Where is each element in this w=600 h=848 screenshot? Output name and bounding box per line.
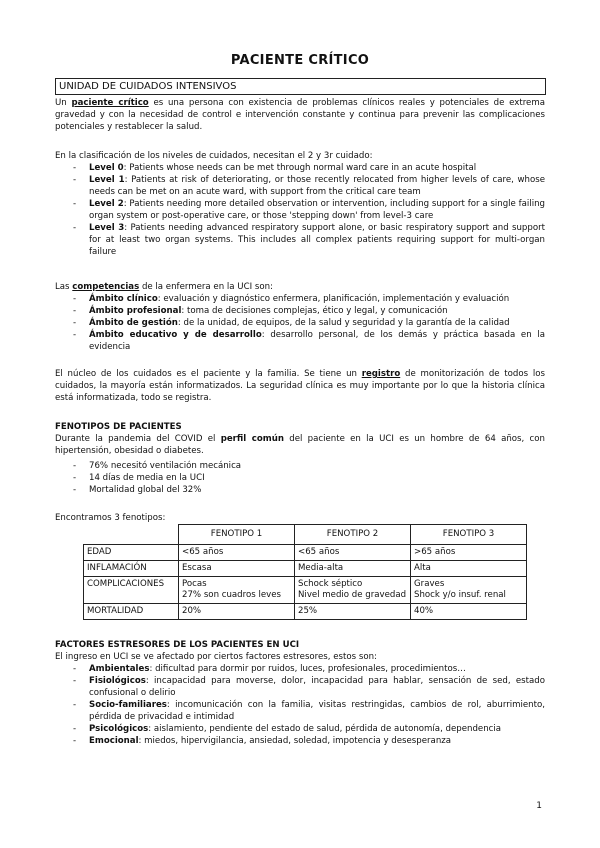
table-cell: Alta xyxy=(411,561,527,577)
table-cell: Escasa xyxy=(179,561,295,577)
level-label: Level 3 xyxy=(89,223,125,233)
table-cell: 20% xyxy=(179,604,295,620)
estresor-item xyxy=(55,723,545,735)
table-row xyxy=(84,561,527,577)
table-cell: COMPLICACIONES xyxy=(84,577,179,604)
level-label: Level 0 xyxy=(89,163,124,173)
fenotipos-item: - 76% necesitó ventilación mecánica xyxy=(55,460,545,472)
fenotipos-list xyxy=(55,460,545,496)
level-item xyxy=(55,174,545,198)
table-header-row xyxy=(84,525,527,545)
table-cell: INFLAMACIÓN xyxy=(84,561,179,577)
page-number: 1 xyxy=(536,801,542,811)
competencia-text: : desarrollo personal, de los demás y práctica basada en la evidencia xyxy=(89,330,545,352)
intro-pre: Un xyxy=(55,98,72,108)
competencia-item xyxy=(55,305,545,317)
competencia-label: Ámbito clínico xyxy=(89,294,158,304)
table-cell: EDAD xyxy=(84,545,179,561)
competencias-pre: Las xyxy=(55,282,73,292)
estresores-list xyxy=(55,663,545,747)
estresor-label: Ambientales xyxy=(89,664,150,674)
level-text: : Patients needing more detailed observation or intervention, including support for a single failing organ system or post-operative care, or those 'stepping down' from level-3 care xyxy=(89,199,545,221)
section-box-uci: UNIDAD DE CUIDADOS INTENSIVOS xyxy=(55,78,546,95)
estresor-item xyxy=(55,675,545,699)
table-header-cell xyxy=(84,525,179,545)
estresor-text: : incapacidad para moverse, dolor, incapacidad para hablar, sensación de sed, estado confusional o delirio xyxy=(89,676,545,698)
levels-lead: En la clasificación de los niveles de cuidados, necesitan el 2 y 3r cuidado: xyxy=(55,151,373,161)
estresores-heading: FACTORES ESTRESORES DE LOS PACIENTES EN UCI xyxy=(55,640,300,650)
intro-post: es una persona con existencia de problemas clínicos reales y potenciales de extrema gravedad y con la necesidad de control e intervención constante y continua para prevenir las complicaciones potenciales y restablecer la salud. xyxy=(55,98,545,132)
level-item xyxy=(55,198,545,222)
table-cell: Media-alta xyxy=(295,561,411,577)
fenotipos-item: - 14 días de media en la UCI xyxy=(55,472,545,484)
competencia-text: : toma de decisiones complejas, ético y legal, y comunicación xyxy=(181,306,448,316)
fenotipos-heading: FENOTIPOS DE PACIENTES xyxy=(55,422,182,432)
table-cell: 40% xyxy=(411,604,527,620)
table-cell: Schock séptico Nivel medio de gravedad xyxy=(295,577,411,604)
table-cell: Graves Shock y/o insuf. renal xyxy=(411,577,527,604)
table-row xyxy=(84,604,527,620)
levels-list xyxy=(55,162,545,258)
estresor-label: Socio-familiares xyxy=(89,700,167,710)
table-header-cell: FENOTIPO 2 xyxy=(295,525,411,545)
level-text: : Patients at risk of deteriorating, or those recently relocated from higher levels of care, whose needs can be met on an acute ward, with support from the critical care team xyxy=(89,175,545,197)
fenotipos-item: - Mortalidad global del 32% xyxy=(55,484,545,496)
table-cell: <65 años xyxy=(295,545,411,561)
registro-post: de monitorización de todos los cuidados, la mayoría están informatizados. La seguridad clínica es muy importante por lo que la historia clínica está informatizada, todo se registra. xyxy=(55,369,545,403)
table-cell: MORTALIDAD xyxy=(84,604,179,620)
level-item xyxy=(55,222,545,258)
level-text: : Patients needing advanced respiratory support alone, or basic respiratory support and support for at least two organ systems. This includes all complex patients requiring support for multi-organ failure xyxy=(89,223,546,257)
estresor-item xyxy=(55,699,545,723)
estresor-label: Fisiológicos xyxy=(89,676,146,686)
table-lead: Encontramos 3 fenotipos: xyxy=(55,513,166,523)
estresor-text: : aislamiento, pendiente del estado de salud, pérdida de autonomía, dependencia xyxy=(148,724,502,734)
level-label: Level 1 xyxy=(89,175,125,185)
fenotipos-paragraph xyxy=(55,433,545,457)
intro-paragraph xyxy=(55,97,545,133)
competencias-post: de la enfermera en la UCI son: xyxy=(139,282,273,292)
term-perfil-comun: perfil común xyxy=(220,434,284,444)
estresor-label: Emocional xyxy=(89,736,139,746)
table-row xyxy=(84,577,527,604)
estresor-item xyxy=(55,663,545,675)
level-label: Level 2 xyxy=(89,199,124,209)
table-header-cell: FENOTIPO 1 xyxy=(179,525,295,545)
competencia-label: Ámbito de gestión xyxy=(89,318,178,328)
competencia-item xyxy=(55,329,545,353)
estresor-text: : dificultad para dormir por ruidos, luces, profesionales, procedimientos… xyxy=(149,664,466,674)
competencia-text: : evaluación y diagnóstico enfermera, planificación, implementación y evaluación xyxy=(157,294,510,304)
estresores-lead: El ingreso en UCI se ve afectado por ciertos factores estresores, estos son: xyxy=(55,652,377,662)
competencia-item xyxy=(55,293,545,305)
fenotipos-table xyxy=(83,524,527,620)
registro-paragraph xyxy=(55,368,545,404)
table-cell: 25% xyxy=(295,604,411,620)
term-competencias: competencias xyxy=(72,282,140,292)
registro-pre: El núcleo de los cuidados es el paciente y la familia. Se tiene un xyxy=(55,369,362,379)
estresor-text: : miedos, hipervigilancia, ansiedad, soledad, impotencia y desesperanza xyxy=(138,736,452,746)
fenotipos-post: del paciente en la UCI es un hombre de 64 años, con hipertensión, obesidad o diabetes. xyxy=(55,434,545,456)
table-cell: Pocas 27% son cuadros leves xyxy=(179,577,295,604)
competencias-lead xyxy=(55,281,545,293)
competencia-text: : de la unidad, de equipos, de la salud y seguridad y la garantía de la calidad xyxy=(177,318,510,328)
level-item xyxy=(55,162,545,174)
term-registro: registro xyxy=(361,369,401,379)
table-row xyxy=(84,545,527,561)
competencia-item xyxy=(55,317,545,329)
table-header-cell: FENOTIPO 3 xyxy=(411,525,527,545)
fenotipos-pre: Durante la pandemia del COVID el xyxy=(55,434,221,444)
competencias-list xyxy=(55,293,545,353)
estresor-item xyxy=(55,735,545,747)
table-cell: >65 años xyxy=(411,545,527,561)
competencia-label: Ámbito profesional xyxy=(89,306,182,316)
competencia-label: Ámbito educativo y de desarrollo xyxy=(89,330,262,340)
page-title: PACIENTE CRÍTICO xyxy=(230,53,370,68)
estresor-text: : incomunicación con la familia, visitas restringidas, cambios de rol, aburrimiento, pérdida de privacidad e intimidad xyxy=(89,700,545,722)
level-text: : Patients whose needs can be met through normal ward care in an acute hospital xyxy=(123,163,477,173)
table-cell: <65 años xyxy=(179,545,295,561)
estresor-label: Psicológicos xyxy=(89,724,149,734)
term-paciente-critico: paciente crítico xyxy=(71,98,149,108)
